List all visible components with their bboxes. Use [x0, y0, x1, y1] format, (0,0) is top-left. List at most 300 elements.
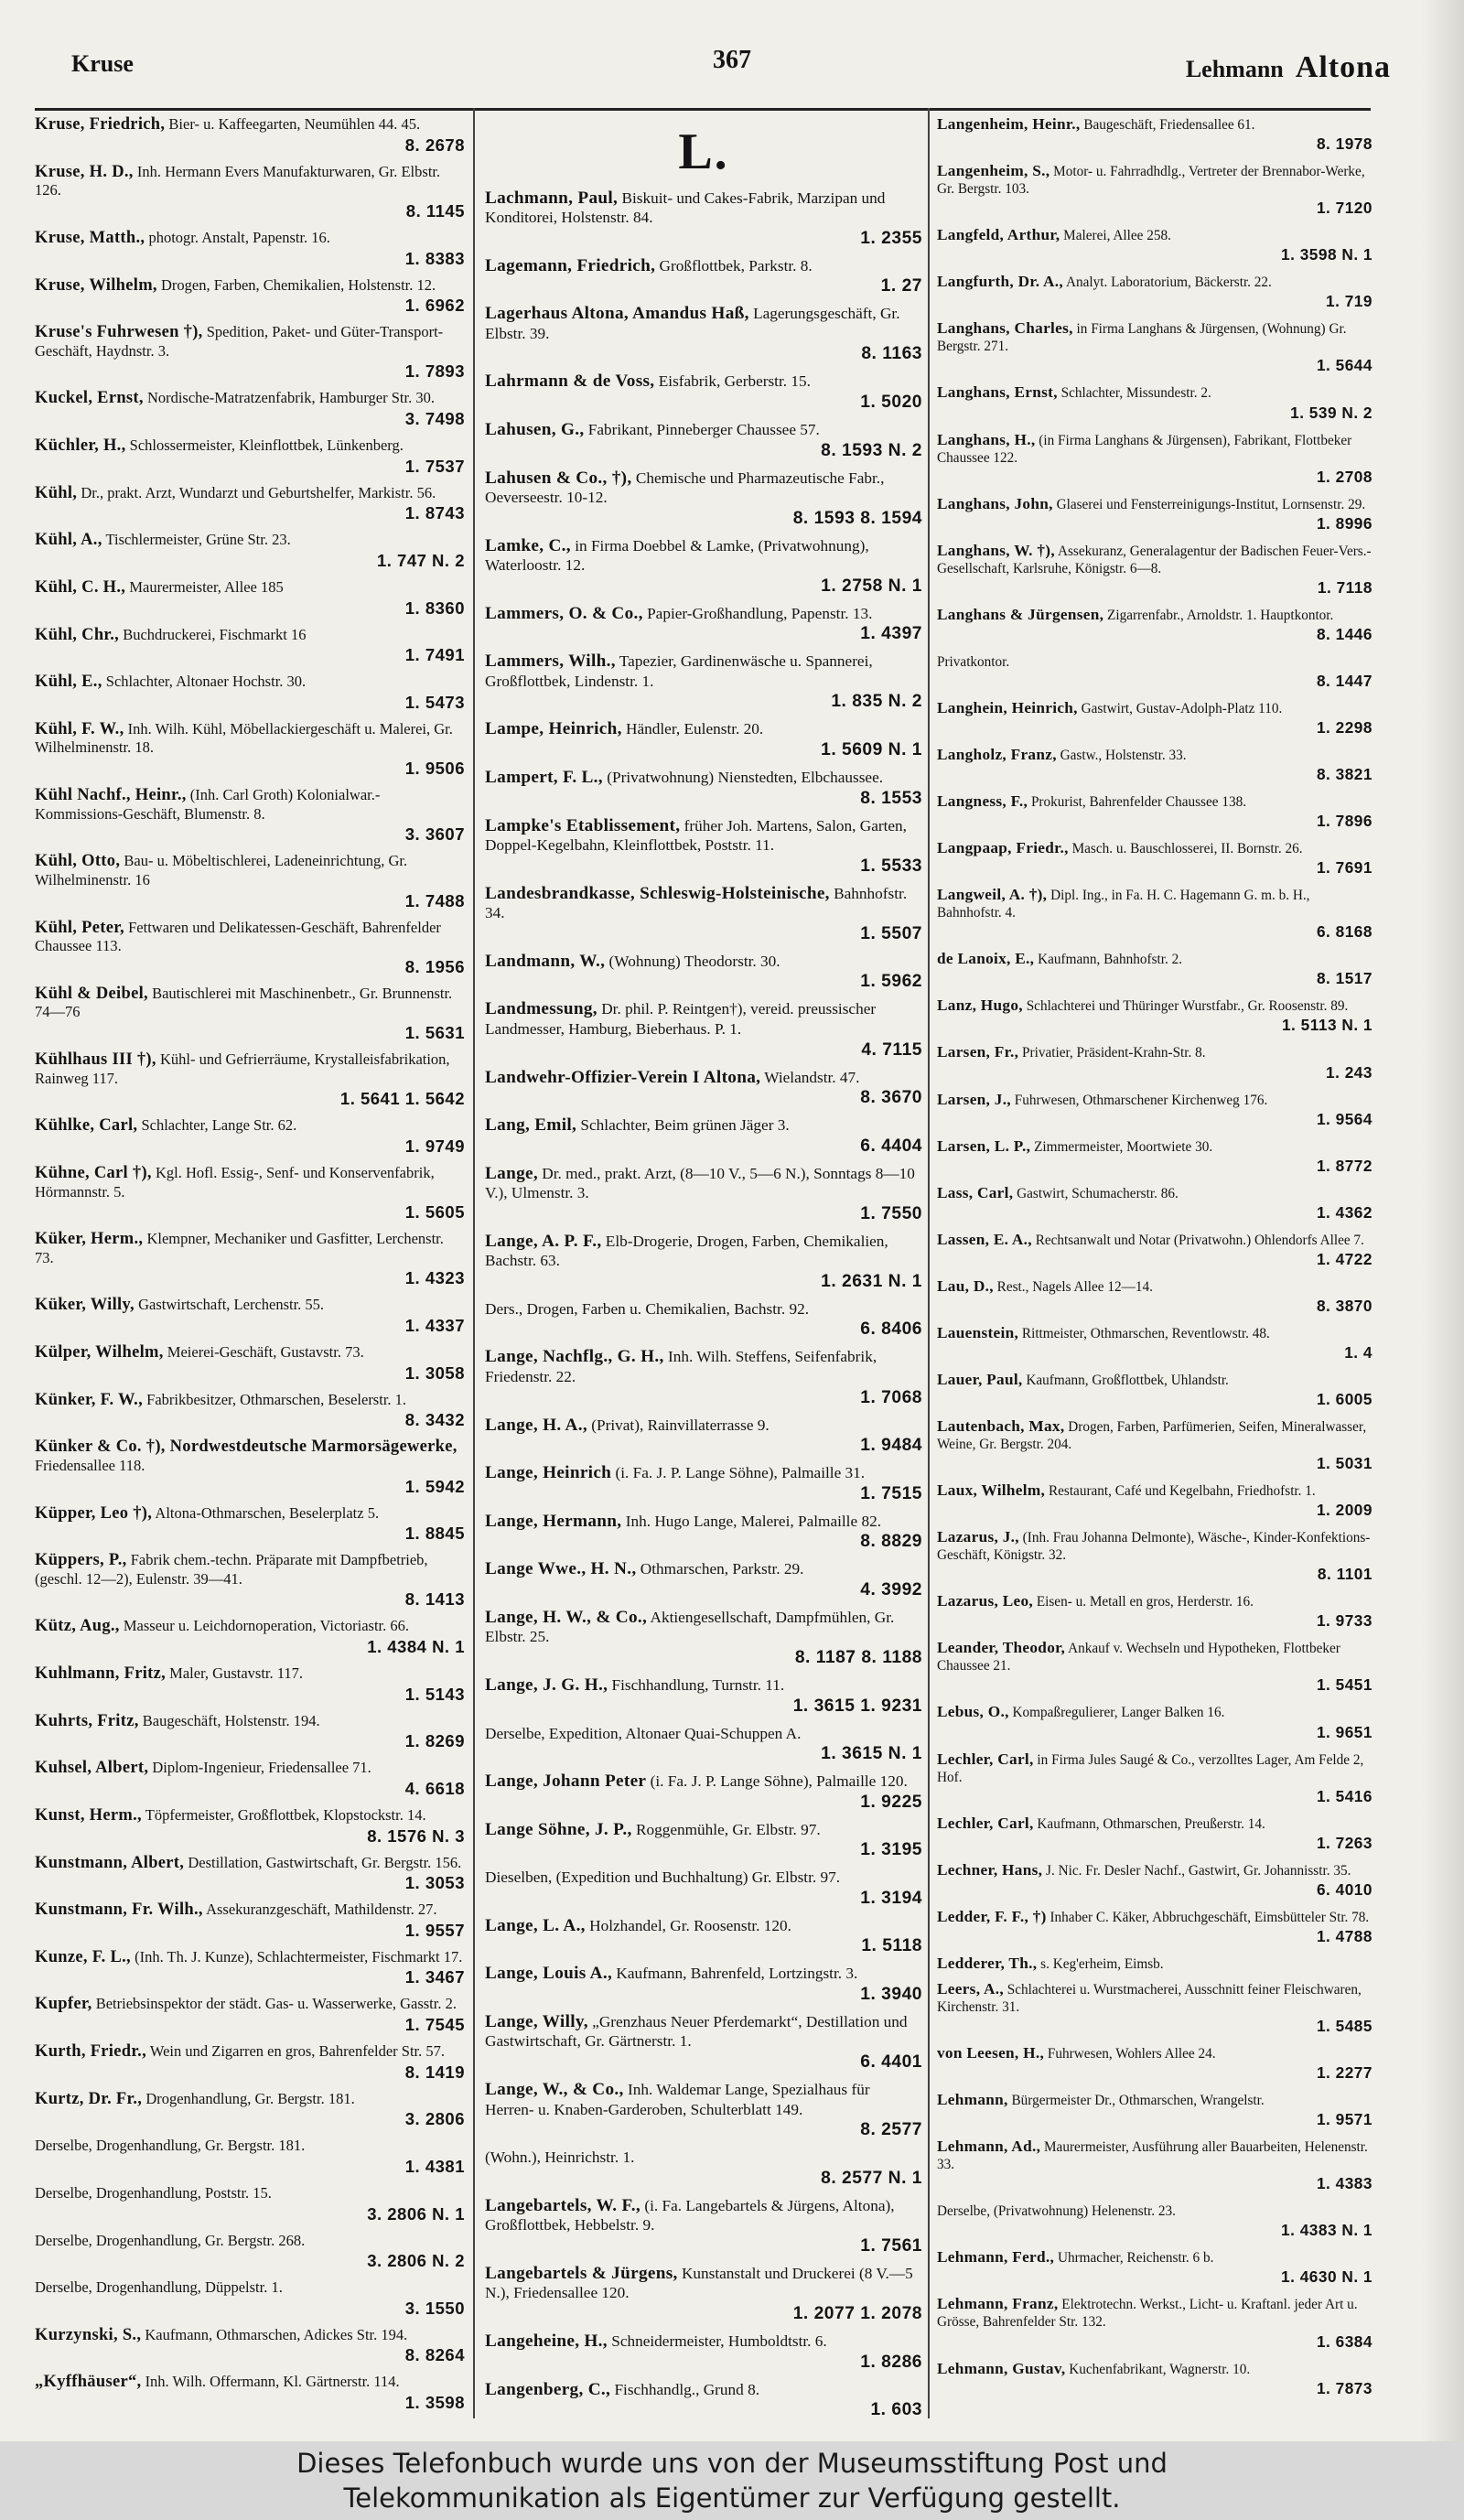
entry-phone-number: 1. 9564: [1316, 1109, 1372, 1128]
entry-name: Lazarus, J.,: [937, 1528, 1019, 1546]
directory-entry: [485, 1299, 922, 1341]
directory-entry: [485, 2380, 922, 2421]
directory-entry: [35, 1854, 465, 1894]
entry-name: Lammers, Wilh.,: [485, 652, 616, 672]
entry-name: Kühlke, Carl,: [35, 1116, 138, 1136]
entry-details: Privatier, Präsident-Krahn-Str. 8.: [1022, 1045, 1206, 1061]
directory-entry: [35, 163, 465, 221]
directory-entry: [485, 468, 922, 529]
entry-name: Langhans, Charles,: [937, 319, 1073, 338]
entry-name: Lechler, Carl,: [937, 1750, 1034, 1768]
directory-entry: [485, 1820, 922, 1861]
entry-phone-number: 1. 5473: [404, 692, 465, 712]
directory-entry: [937, 1639, 1372, 1696]
entry-name: Kupfer,: [35, 1995, 92, 2014]
entry-name: Kunstmann, Fr. Wilh.,: [35, 1901, 203, 1920]
entry-phone-number: 1. 2077 1. 2078: [792, 2303, 922, 2323]
entry-phone-number: 1. 3053: [404, 1873, 465, 1893]
entry-phone-number: 1. 4383: [1316, 2174, 1372, 2193]
entry-phone-number: 1. 7561: [860, 2235, 922, 2256]
entry-name: Langweil, A. †),: [937, 886, 1048, 904]
directory-entry: [937, 1091, 1372, 1130]
entry-name: Lampe, Heinrich,: [485, 719, 622, 739]
directory-entry: [35, 1343, 465, 1384]
directory-entry: [35, 2042, 465, 2083]
entry-phone-number: 1. 4384 N. 1: [367, 1637, 465, 1656]
entry-name: Lamke, C.,: [485, 535, 571, 555]
entry-phone-number: 8. 1187 8. 1188: [794, 1647, 922, 1667]
directory-entry: [35, 2137, 465, 2177]
directory-entry: [937, 1528, 1372, 1585]
entry-name: Kunze, F. L.,: [35, 1947, 131, 1966]
entry-details: Kaufmann, Bahnhofstr. 2.: [1038, 952, 1183, 968]
entry-name: Küker, Herm.,: [35, 1230, 144, 1249]
entry-name: Lammers, O. & Co.,: [485, 603, 643, 623]
entry-details: Rest., Nagels Allee 12—14.: [996, 1278, 1153, 1295]
entry-phone-number: 8. 1163: [861, 344, 922, 364]
entry-name: Langhans, Ernst,: [937, 383, 1058, 402]
entry-details: Masseur u. Leichdornoperation, Victoriastr. 66.: [123, 1617, 409, 1635]
directory-entry: [35, 673, 465, 713]
entry-phone-number: 1. 5644: [1316, 356, 1372, 375]
entry-phone-number: 1. 4397: [860, 624, 922, 644]
entry-details: Fischhandlung, Turnstr. 11.: [611, 1675, 785, 1694]
directory-entry: [35, 1551, 465, 1610]
entry-phone-number: 1. 7545: [404, 2015, 465, 2034]
directory-entry: [485, 652, 922, 712]
entry-details: Großflottbek, Parkstr. 8.: [659, 256, 813, 275]
entry-details: Wielandstr. 47.: [764, 1068, 860, 1086]
entry-details: Töpfermeister, Großflottbek, Klopstockstr. 14.: [145, 1805, 426, 1824]
entry-details: Fabrik chem.-techn. Präparate mit Dampfbetrieb, (geschl. 12—2), Eulenstr. 39—41.: [35, 1551, 428, 1588]
entry-details: Buchdruckerei, Fischmarkt 16: [123, 625, 307, 643]
entry-details: Kompaßregulierer, Langer Balken 16.: [1012, 1705, 1225, 1721]
entry-name: Lebus, O.,: [937, 1703, 1009, 1721]
entry-details: Inh. Waldemar Lange, Spezialhaus für Herren- u. Knaben-Garderoben, Schulterblatt 149.: [485, 2081, 870, 2118]
directory-entry: [35, 436, 465, 477]
entry-phone-number: 1. 4722: [1316, 1249, 1372, 1268]
directory-entry: [485, 1559, 922, 1600]
directory-entry: [485, 1868, 922, 1909]
entry-phone-number: 8. 8264: [404, 2345, 465, 2365]
entry-phone-number: 1. 5113 N. 1: [1281, 1016, 1372, 1035]
entry-details: Bürgermeister Dr., Othmarschen, Wrangelstr.: [1011, 2093, 1265, 2109]
entry-phone-number: 3. 2806 N. 1: [367, 2203, 465, 2224]
entry-name: Lange, Johann Peter: [485, 1772, 647, 1792]
entry-details: (Privat), Rainvillaterrasse 9.: [591, 1416, 770, 1434]
entry-phone-number: 8. 1553: [860, 788, 922, 808]
entry-details: Bier- u. Kaffeegarten, Neumühlen 44. 45.: [168, 115, 421, 133]
entry-phone-number: 1. 8996: [1316, 513, 1372, 533]
entry-phone-number: 1. 2355: [860, 228, 922, 248]
entry-phone-number: 1. 4362: [1316, 1202, 1372, 1222]
entry-phone-number: 1. 7515: [860, 1483, 922, 1503]
entry-name: Kühl, F. W.,: [35, 719, 124, 738]
entry-details: Motor- u. Fahrradhdlg., Vertreter der Brennabor-Werke, Gr. Bergstr. 103.: [937, 164, 1365, 198]
entry-name: von Leesen, H.,: [937, 2044, 1045, 2062]
entry-name: Lehmann,: [937, 2091, 1008, 2109]
entry-phone-number: 1. 4383 N. 1: [1281, 2221, 1372, 2240]
entry-details: Friedensallee 118.: [35, 1456, 145, 1474]
entry-phone-number: 8. 1956: [404, 956, 465, 976]
entry-phone-number: 1. 9571: [1316, 2110, 1372, 2129]
entry-name: Langebartels, W. F.,: [485, 2195, 641, 2215]
entry-details: Kaufmann, Othmarschen, Preußerstr. 14.: [1037, 1815, 1265, 1832]
entry-details: Ankauf v. Wechseln und Hypotheken, Flottbeker Chaussee 21.: [937, 1641, 1340, 1675]
entry-details: Inh. Wilh. Steffens, Seifenfabrik, Friedenstr. 22.: [485, 1348, 877, 1385]
entry-phone-number: 1. 3467: [404, 1967, 465, 1987]
entry-details: Baugeschäft, Friedensallee 61.: [1083, 117, 1255, 133]
directory-entry: [485, 884, 922, 944]
entry-details: Inh. Wilh. Offermann, Kl. Gärtnerstr. 114.: [145, 2373, 400, 2391]
entry-details: Maurermeister, Ausführung aller Bauarbeiten, Helenenstr. 33.: [937, 2139, 1368, 2173]
entry-phone-number: 1. 5609 N. 1: [821, 740, 922, 759]
entry-phone-number: 4. 6618: [404, 1778, 465, 1798]
entry-details: Assekuranzgeschäft, Mathildenstr. 27.: [206, 1901, 437, 1919]
entry-phone-number: 6. 4010: [1316, 1879, 1372, 1899]
directory-entry: [35, 1712, 465, 1752]
entry-details: Zigarrenfabr., Arnoldstr. 1. Hauptkontor.: [1107, 607, 1334, 623]
entry-details: Fabrikant, Pinneberger Chaussee 57.: [587, 420, 820, 438]
entry-name: Kruse, Wilhelm,: [35, 275, 157, 295]
entry-phone-number: 1. 27: [880, 276, 922, 296]
directory-entry: [937, 1861, 1372, 1901]
entry-phone-number: 1. 8383: [404, 248, 465, 268]
directory-entry: [485, 256, 922, 297]
entry-name: Lampke's Etablissement,: [485, 815, 681, 835]
entry-details: Chemische und Pharmazeutische Fabr., Oeverseestr. 10-12.: [485, 468, 885, 507]
directory-entry: [35, 1806, 465, 1847]
entry-phone-number: 1. 5942: [404, 1476, 465, 1496]
entry-name: Leers, A.,: [937, 1979, 1004, 1998]
entry-phone-number: 1. 7068: [860, 1387, 922, 1407]
directory-entry: [35, 1164, 465, 1222]
entry-details: Fischhandlg., Grund 8.: [614, 2380, 760, 2398]
entry-details: Ders., Drogen, Farben u. Chemikalien, Bachstr. 92.: [485, 1299, 810, 1318]
entry-details: Wein und Zigarren en gros, Bahrenfelder Str. 57.: [149, 2042, 446, 2060]
page-number: 367: [713, 46, 751, 74]
directory-entry: [485, 1964, 922, 2005]
directory-entry: [937, 839, 1372, 878]
directory-entry: [485, 816, 922, 877]
entry-phone-number: 1. 4630 N. 1: [1281, 2267, 1372, 2287]
entry-phone-number: 3. 1550: [404, 2298, 465, 2318]
entry-phone-number: 1. 2298: [1316, 718, 1372, 737]
entry-details: Baugeschäft, Holstenstr. 194.: [142, 1711, 320, 1729]
entry-name: Lahusen & Co., †),: [485, 468, 632, 488]
entry-phone-number: 3. 2806: [404, 2109, 465, 2129]
entry-name: Lange, H. W., & Co.,: [485, 1607, 648, 1627]
entry-details: Schlachter, Altonaer Hochstr. 30.: [105, 673, 307, 691]
directory-entry: [937, 950, 1372, 989]
directory-entry: [937, 886, 1372, 942]
entry-details: „Grenzhaus Neuer Pferdemarkt“, Destillation und Gastwirtschaft, Gr. Gärtnerstr. 1.: [485, 2012, 908, 2051]
entry-name: Lagemann, Friedrich,: [485, 255, 656, 275]
entry-phone-number: 1. 9506: [404, 759, 465, 778]
entry-details: (Privatwohnung) Nienstedten, Elbchaussee.: [607, 769, 884, 786]
entry-name: Kühl, E.,: [35, 673, 102, 692]
entry-phone-number: 1. 9749: [404, 1136, 465, 1156]
directory-entry: [937, 319, 1372, 376]
column-2: [485, 115, 922, 2428]
entry-details: Elektrotechn. Werkst., Licht- u. Kraftanl. jeder Art u. Grösse, Bahrenfelder Str. 132.: [937, 2297, 1358, 2331]
directory-entry: [485, 2332, 922, 2373]
directory-entry: [35, 2232, 465, 2272]
directory-entry: [485, 1416, 922, 1457]
entry-details: Eisfabrik, Gerberstr. 15.: [658, 372, 811, 391]
entry-details: Dr., prakt. Arzt, Wundarzt und Geburtshelfer, Markistr. 56.: [81, 483, 436, 501]
entry-phone-number: 1. 539 N. 2: [1290, 403, 1372, 422]
entry-details: Destillation, Gastwirtschaft, Gr. Bergstr. 156.: [188, 1853, 462, 1871]
entry-name: Kühne, Carl †),: [35, 1163, 152, 1182]
entry-details: Schlachterei u. Wurstmacherei, Ausschnitt feiner Fleischwaren, Kirchenstr. 31.: [937, 1981, 1362, 2015]
directory-entry: [485, 2264, 922, 2324]
directory-entry: [937, 1184, 1372, 1223]
entry-name: Landmann, W.,: [485, 951, 606, 971]
directory-entry: [485, 1115, 922, 1157]
entry-phone-number: 1. 7488: [404, 890, 465, 910]
entry-details: Rechtsanwalt und Notar (Privatwohn.) Ohlendorfs Allee 7.: [1035, 1232, 1364, 1248]
entry-name: Kühl, Peter,: [35, 918, 124, 937]
directory-entry: [937, 1417, 1372, 1474]
directory-entry: [485, 188, 922, 249]
entry-name: Landwehr-Offizier-Verein I Altona,: [485, 1067, 761, 1087]
entry-phone-number: 1. 3195: [860, 1840, 922, 1860]
entry-phone-number: 8. 2678: [404, 135, 465, 155]
header-rule: [35, 108, 1371, 111]
entry-phone-number: 1. 5507: [860, 923, 922, 943]
entry-details: in Firma Doebbel & Lamke, (Privatwohnung), Waterloostr. 12.: [485, 536, 869, 575]
entry-details: Altona-Othmarschen, Beselerplatz 5.: [155, 1503, 380, 1522]
entry-name: Lachmann, Paul,: [485, 188, 619, 208]
entry-details: Fabrikbesitzer, Othmarschen, Beselerstr. 1.: [146, 1390, 407, 1408]
entry-details: Tapezier, Gardinenwäsche u. Spannerei, Großflottbek, Lindenstr. 1.: [485, 652, 873, 690]
entry-details: Dr. med., prakt. Arzt, (8—10 V., 5—6 N.), Sonntags 8—10 V.), Ulmenstr. 3.: [485, 1164, 915, 1202]
entry-details: Elb-Drogerie, Drogen, Farben, Chemikalien, Bachstr. 63.: [485, 1232, 888, 1270]
directory-entry: [35, 852, 465, 910]
directory-entry: [485, 1232, 922, 1292]
entry-details: Masch. u. Bauschlosserei, II. Bornstr. 26.: [1071, 841, 1303, 857]
entry-details: Drogen, Farben, Parfümerien, Seifen, Mineralwasser, Weine, Gr. Bergstr. 204.: [937, 1418, 1367, 1452]
directory-entry: [485, 304, 922, 364]
directory-entry: [485, 536, 922, 597]
entry-details: Dr. phil. P. Reintgen†), vereid. preussischer Landmesser, Hamburg, Bieberhaus. P. 1.: [485, 1000, 877, 1038]
entry-details: Kaufmann, Bahrenfeld, Lortzingstr. 3.: [616, 1965, 858, 1983]
entry-phone-number: 8. 1517: [1316, 969, 1372, 988]
entry-details: Derselbe, (Privatwohnung) Helenenstr. 23.: [937, 2203, 1176, 2220]
directory-entry: [937, 2138, 1372, 2194]
directory-entry: [35, 1230, 465, 1288]
entry-phone-number: 8. 2577: [860, 2120, 922, 2140]
entry-name: Larsen, J.,: [937, 1090, 1011, 1108]
directory-entry: [937, 2360, 1372, 2399]
entry-name: Kühl, A.,: [35, 531, 102, 550]
entry-phone-number: 1. 4323: [404, 1268, 465, 1288]
entry-phone-number: 4. 7115: [861, 1039, 922, 1060]
entry-name: Larsen, Fr.,: [937, 1043, 1019, 1061]
entry-phone-number: 1. 5143: [404, 1684, 465, 1704]
entry-phone-number: 1. 2009: [1316, 1501, 1372, 1520]
entry-phone-number: 1. 5605: [404, 1202, 465, 1222]
entry-phone-number: 1. 9225: [860, 1792, 922, 1812]
directory-entry: [35, 1391, 465, 1431]
entry-name: Kühl,: [35, 483, 78, 502]
entry-details: Zimmermeister, Moortwiete 30.: [1034, 1138, 1213, 1155]
entry-name: Langhans, H.,: [937, 430, 1036, 448]
entry-details: Dieselben, (Expedition und Buchhaltung) Gr. Elbstr. 97.: [485, 1868, 841, 1887]
entry-phone-number: 8. 1413: [404, 1589, 465, 1610]
entry-phone-number: 8. 1447: [1316, 671, 1372, 690]
entry-phone-number: 4. 3992: [860, 1579, 922, 1599]
entry-name: Lehmann, Franz,: [937, 2295, 1059, 2313]
entry-details: Privatkontor.: [937, 653, 1010, 670]
entry-phone-number: 1. 2631 N. 1: [821, 1271, 922, 1291]
entry-name: Küppers, P.,: [35, 1551, 127, 1570]
entry-name: Lassen, E. A.,: [937, 1230, 1032, 1248]
entry-name: Larsen, L. P.,: [937, 1136, 1031, 1155]
entry-name: Leander, Theodor,: [937, 1639, 1066, 1657]
directory-entry: [485, 420, 922, 461]
entry-phone-number: 1. 8360: [404, 598, 465, 618]
entry-details: Eisen- u. Metall en gros, Herderstr. 16.: [1036, 1594, 1254, 1610]
directory-entry: [937, 162, 1372, 219]
entry-details: Inh. Hugo Lange, Malerei, Palmaille 82.: [625, 1512, 882, 1530]
entry-name: Küchler, H.,: [35, 436, 126, 455]
entry-name: Kühl, C. H.,: [35, 577, 126, 597]
entry-details: Malerei, Allee 258.: [1063, 228, 1171, 244]
entry-name: Lange, A. P. F.,: [485, 1231, 602, 1251]
entry-phone-number: 1. 835 N. 2: [831, 692, 922, 712]
directory-entry: [485, 719, 922, 760]
directory-entry: [35, 323, 465, 382]
directory-entry: [937, 383, 1372, 423]
directory-entry: [35, 578, 465, 619]
entry-details: Bahnhofstr. 34.: [485, 884, 908, 922]
entry-phone-number: 1. 8845: [404, 1524, 465, 1544]
entry-details: Kuchenfabrikant, Wagnerstr. 10.: [1069, 2361, 1251, 2377]
entry-phone-number: 1. 2277: [1316, 2063, 1372, 2083]
entry-details: Kaufmann, Othmarschen, Adickes Str. 194.: [145, 2325, 408, 2343]
directory-entry: [937, 1980, 1372, 2037]
entry-phone-number: 8. 3432: [404, 1410, 465, 1430]
entry-phone-number: 8. 1101: [1317, 1565, 1372, 1584]
entry-details: Othmarschen, Parkstr. 29.: [640, 1560, 804, 1578]
entry-details: (in Firma Langhans & Jürgensen), Fabrikant, Flottbeker Chaussee 122.: [937, 432, 1352, 466]
directory-entry: [35, 115, 465, 156]
entry-details: Kgl. Hofl. Essig-, Senf- und Konservenfabrik, Hörmannstr. 5.: [35, 1163, 435, 1201]
entry-phone-number: 1. 7491: [404, 645, 465, 665]
directory-entry: [937, 542, 1372, 598]
entry-details: Rittmeister, Othmarschen, Reventlowstr. 48.: [1021, 1325, 1270, 1341]
directory-entry: [35, 919, 465, 977]
entry-details: Schlachterei und Thüringer Wurstfabr., Gr. Roosenstr. 89.: [1026, 998, 1349, 1015]
directory-entry: [35, 1504, 465, 1545]
entry-details: Papier-Großhandlung, Papenstr. 13.: [647, 604, 873, 622]
entry-details: in Firma Jules Saugé & Co., verzolltes Lager, Am Felde 2, Hof.: [937, 1751, 1364, 1785]
directory-entry: [937, 2202, 1372, 2241]
entry-name: Lauer, Paul,: [937, 1370, 1023, 1388]
entry-phone-number: 1. 603: [870, 2400, 922, 2420]
entry-name: Lange, Nachflg., G. H.,: [485, 1347, 664, 1367]
entry-phone-number: 1. 5641 1. 5642: [339, 1089, 465, 1109]
entry-name: Lange,: [485, 1163, 538, 1183]
entry-details: Kunstanstalt und Druckerei (8 V.—5 N.), Friedensallee 120.: [485, 2264, 913, 2302]
directory-entry: [937, 1908, 1372, 1947]
directory-entry: [937, 2295, 1372, 2352]
footer-line-2: Telekommunikation als Eigentümer zur Verfügung gestellt.: [343, 2482, 1121, 2514]
entry-details: Inh. Wilh. Kühl, Möbellackiergeschäft u. Malerei, Gr. Wilhelminenstr. 18.: [35, 719, 453, 757]
directory-entry: [937, 1231, 1372, 1270]
entry-name: Lange, J. G. H.,: [485, 1675, 608, 1695]
entry-phone-number: 1. 5416: [1316, 1786, 1372, 1805]
entry-name: Lechler, Carl,: [937, 1814, 1034, 1832]
entry-details: Analyt. Laboratorium, Bäckerstr. 22.: [1065, 275, 1272, 291]
entry-phone-number: 1. 747 N. 2: [376, 550, 465, 570]
entry-name: Lange, Hermann,: [485, 1511, 622, 1531]
entry-phone-number: 1. 6962: [404, 296, 465, 316]
entry-details: Tischlermeister, Grüne Str. 23.: [105, 531, 291, 549]
entry-name: Kühlhaus III †),: [35, 1050, 156, 1069]
entry-details: Roggenmühle, Gr. Elbstr. 97.: [635, 1820, 821, 1838]
entry-details: Maurermeister, Allee 185: [129, 577, 284, 596]
entry-phone-number: 6. 4401: [860, 2052, 922, 2072]
directory-entry: [937, 273, 1372, 312]
entry-details: Restaurant, Café und Kegelbahn, Friedhofstr. 1.: [1048, 1483, 1316, 1500]
directory-entry: [35, 1995, 465, 2035]
entry-name: Langhans, W. †),: [937, 541, 1055, 559]
footer-notice: [0, 2441, 1464, 2520]
directory-entry: [35, 1438, 465, 1496]
entry-name: Laux, Wilhelm,: [937, 1481, 1046, 1500]
entry-phone-number: 8. 3821: [1316, 765, 1372, 784]
entry-details: (Inh. Frau Johanna Delmonte), Wäsche-, Kinder-Konfektions-Geschäft, Königstr. 32.: [937, 1530, 1371, 1564]
entry-name: Lange, Heinrich: [485, 1463, 612, 1483]
directory-entry: [485, 952, 922, 993]
entry-name: Kruse, Matth.,: [35, 228, 145, 247]
entry-name: Lang, Emil,: [485, 1115, 577, 1136]
entry-phone-number: 1. 8743: [404, 503, 465, 523]
entry-name: Kühl Nachf., Heinr.,: [35, 786, 187, 804]
directory-entry: [485, 2012, 922, 2073]
directory-entry: [35, 1948, 465, 1988]
entry-details: photogr. Anstalt, Papenstr. 16.: [148, 228, 330, 246]
directory-entry: [35, 1759, 465, 1799]
entry-phone-number: 6. 8168: [1316, 922, 1372, 942]
entry-phone-number: 1. 3058: [404, 1362, 465, 1383]
entry-phone-number: 6. 4404: [860, 1136, 922, 1156]
entry-phone-number: 1. 4788: [1316, 1926, 1372, 1945]
entry-details: Bautischlerei mit Maschinenbetr., Gr. Brunnenstr. 74—76: [35, 984, 453, 1021]
directory-entry: [35, 1901, 465, 1941]
entry-name: Langness, F.,: [937, 792, 1028, 811]
entry-details: Kaufmann, Großflottbek, Uhlandstr.: [1026, 1372, 1229, 1388]
directory-entry: [485, 372, 922, 413]
entry-details: Schlachter, Missundestr. 2.: [1060, 385, 1211, 402]
entry-name: Langenheim, S.,: [937, 162, 1050, 180]
entry-phone-number: 8. 1145: [405, 200, 465, 221]
entry-name: „Kyffhäuser“,: [35, 2373, 142, 2392]
entry-name: Lahrmann & de Voss,: [485, 372, 655, 392]
entry-details: Gastwirt, Gustav-Adolph-Platz 110.: [1081, 700, 1283, 716]
entry-phone-number: 8. 1978: [1316, 135, 1372, 154]
entry-name: Küpper, Leo †),: [35, 1503, 153, 1523]
entry-phone-number: 1. 7691: [1316, 858, 1372, 878]
directory-entry: [937, 746, 1372, 785]
entry-phone-number: 1. 9484: [860, 1436, 922, 1456]
directory-entry: [485, 768, 922, 809]
entry-name: Lange Wwe., H. N.,: [485, 1559, 637, 1579]
entry-name: Langpaap, Friedr.,: [937, 839, 1069, 857]
